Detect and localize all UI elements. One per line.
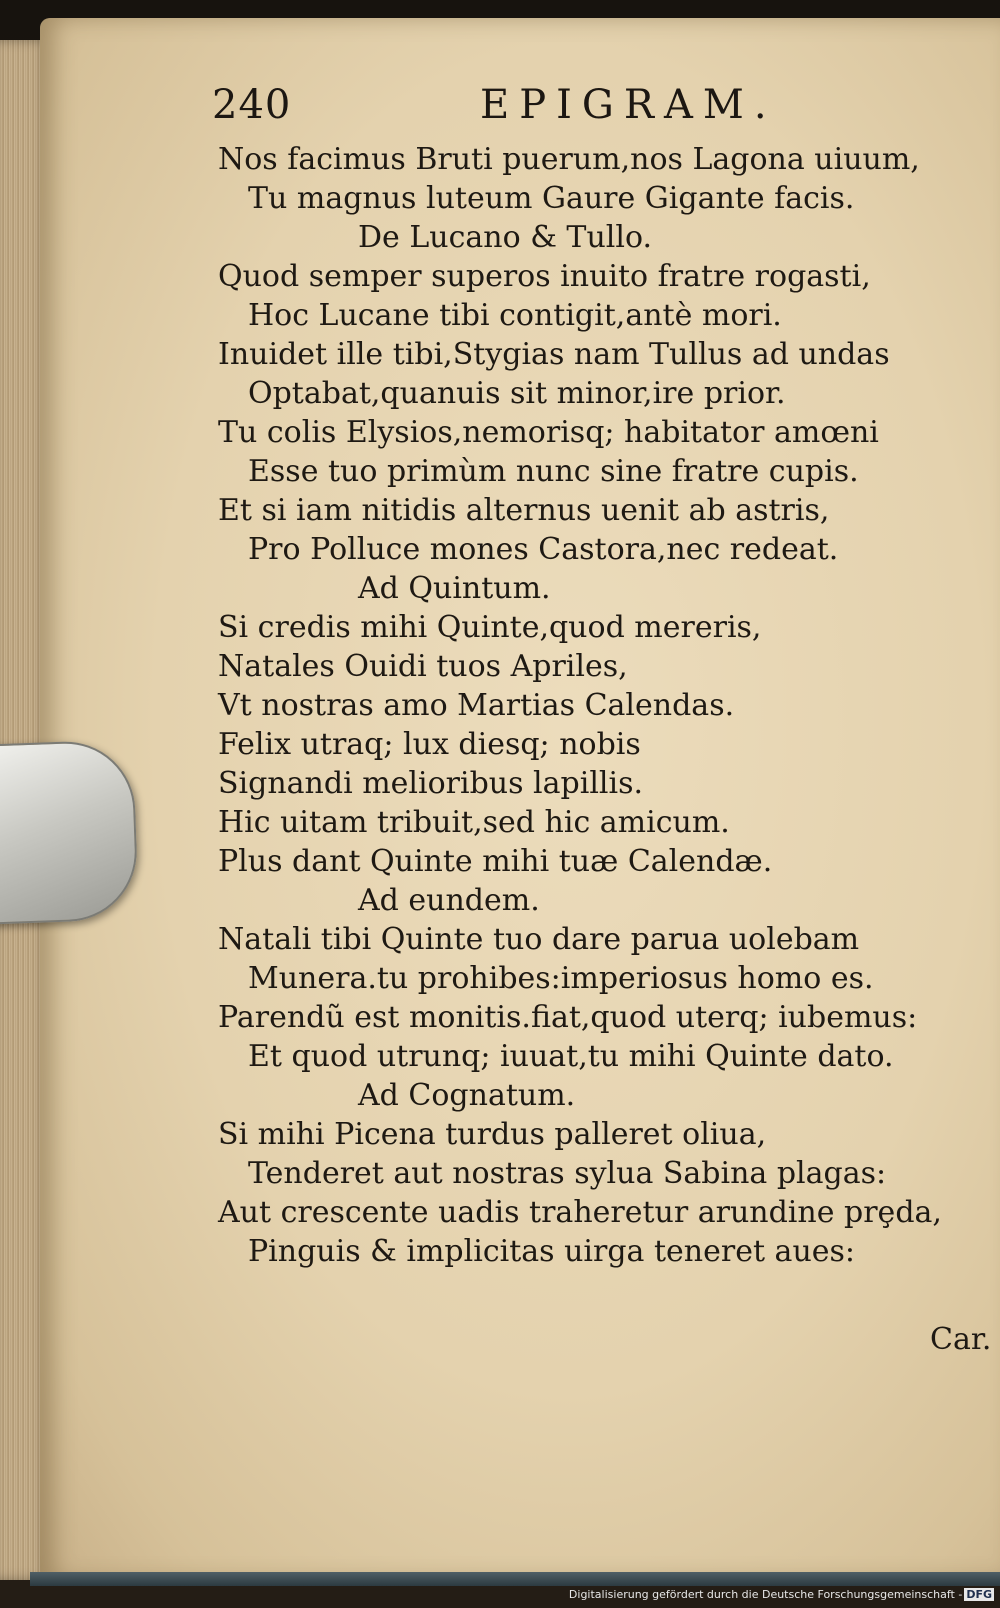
- verse-line: Nos facimus Bruti puerum,nos Lagona uiuum,: [218, 142, 920, 177]
- verse-line: Munera.tu prohibes:imperiosus homo es.: [248, 961, 874, 996]
- page-number: 240: [212, 82, 292, 128]
- epigram-title: De Lucano & Tullo.: [358, 220, 653, 255]
- verse-line: Tenderet aut nostras sylua Sabina plagas:: [248, 1156, 887, 1191]
- verse-line: Signandi melioribus lapillis.: [218, 766, 644, 801]
- verse-line: Et quod utrunq; iuuat,tu mihi Quinte dato.: [248, 1039, 894, 1074]
- verse-line: Vt nostras amo Martias Calendas.: [218, 688, 735, 723]
- verse-line: Si mihi Picena turdus palleret oliua,: [218, 1117, 767, 1152]
- page-clip: [0, 739, 139, 924]
- verse-line: Esse tuo primùm nunc sine fratre cupis.: [248, 454, 859, 489]
- epigram-text: [218, 140, 958, 1271]
- book-bottom-edge: [30, 1572, 1000, 1586]
- verse-line: Et si iam nitidis alternus uenit ab astris,: [218, 493, 830, 528]
- verse-line: Si credis mihi Quinte,quod mereris,: [218, 610, 762, 645]
- page-header: [212, 82, 852, 138]
- verse-line: Parendũ est monitis.fiat,quod uterq; iubemus:: [218, 1000, 918, 1035]
- verse-line: Hoc Lucane tibi contigit,antè mori.: [248, 298, 782, 333]
- epigram-title: Ad eundem.: [358, 883, 540, 918]
- running-head: EPIGRAM.: [480, 82, 777, 128]
- verse-line: Felix utraq; lux diesq; nobis: [218, 727, 641, 762]
- epigram-title: Ad Cognatum.: [358, 1078, 576, 1113]
- verse-line: Tu colis Elysios,nemorisq; habitator amœni: [218, 415, 879, 450]
- verse-line: Tu magnus luteum Gaure Gigante facis.: [248, 181, 855, 216]
- credit-text: Digitalisierung gefördert durch die Deutsche Forschungsgemeinschaft -: [568, 1588, 963, 1601]
- dfg-logo: DFG: [966, 1588, 992, 1601]
- verse-line: Pro Polluce mones Castora,nec redeat.: [248, 532, 839, 567]
- catchword: Car.: [930, 1322, 992, 1357]
- verse-line: Inuidet ille tibi,Stygias nam Tullus ad undas: [218, 337, 890, 372]
- verse-line: Pinguis & implicitas uirga teneret aues:: [248, 1234, 856, 1269]
- verse-line: Optabat,quanuis sit minor,ire prior.: [248, 376, 786, 411]
- epigram-title: Ad Quintum.: [358, 571, 551, 606]
- verse-line: Natales Ouidi tuos Apriles,: [218, 649, 628, 684]
- verse-line: Natali tibi Quinte tuo dare parua uolebam: [218, 922, 860, 957]
- verse-line: Plus dant Quinte mihi tuæ Calendæ.: [218, 844, 773, 879]
- verse-line: Hic uitam tribuit,sed hic amicum.: [218, 805, 730, 840]
- verse-line: Aut crescente uadis traheretur arundine prȩda,: [218, 1195, 942, 1230]
- verse-line: Quod semper superos inuito fratre rogasti,: [218, 259, 871, 294]
- digitization-credit: [569, 1588, 994, 1601]
